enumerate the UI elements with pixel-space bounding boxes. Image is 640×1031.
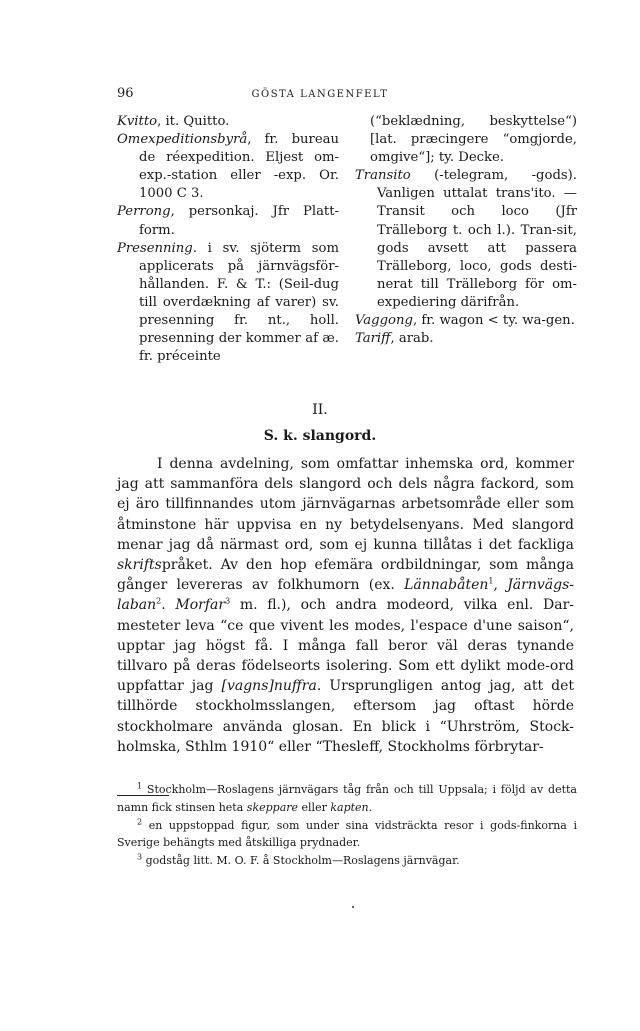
section-number: II. <box>312 402 328 418</box>
print-speck <box>352 906 354 908</box>
entry-text: (“beklædning, beskyttelse“) [lat. præcingere “omgjorde, omgive“]; ty. Decke. <box>370 114 577 166</box>
footnote <box>117 817 577 853</box>
body-italic: Lännabåten <box>404 577 489 594</box>
entry-headword: Vaggong <box>355 313 413 329</box>
footnote-text: Stockholm—Roslagens järnvägars tåg från och till Uppsala; i följd av detta namn fick stinsen heta <box>117 783 577 814</box>
body-italic: [vagns]nuffra <box>221 678 317 695</box>
footnote-mark: 1 <box>137 781 143 791</box>
body-italic: Morfar <box>175 597 226 614</box>
footnote-mark: 3 <box>137 852 143 862</box>
body-text-run: I denna avdelning, som omfattar inhemska ord, kommer jag att sammanföra dels slangord och dels några fackord, som ej äro tillfinnandes utom järnvägarnas arbetsområde eller som åtminstone här uppvisa en ny betydelsenyans. Med slangord menar jag då närmast ord, som ej kunna tillåtas i det fackliga <box>117 456 574 553</box>
footnote-ref: 1 <box>488 576 494 586</box>
section-title: S. k. slangord. <box>263 428 377 444</box>
entry-headword: Perrong <box>117 204 171 220</box>
footnote-text: . <box>368 800 373 814</box>
glossary-entry <box>355 312 577 330</box>
footnote-text: en uppstoppad figur, som under sina vidsträckta resor i gods-finkorna i Sverige behängts med åtskilliga prydnader. <box>117 818 577 850</box>
footnotes <box>117 781 577 870</box>
entry-text: , fr. wagon < ty. wa-gen. <box>412 313 575 329</box>
glossary-entry <box>117 203 339 239</box>
running-head: GÖSTA LANGENFELT <box>251 89 389 100</box>
glossary-entry <box>117 131 339 203</box>
body-text-run: , <box>493 577 508 594</box>
entry-text: . i sv. sjöterm som applicerats på järnvägsför-hållanden. F. & T.: (Seil-dug till overdækning af varer) sv. presenning fr. nt., holl. presenning der kommer af æ. fr. préceinte <box>139 240 339 365</box>
entry-text: , it. Quitto. <box>157 114 230 129</box>
entry-headword: Tariff <box>355 331 391 347</box>
footnote-ref: 3 <box>225 596 231 606</box>
footnote <box>117 781 577 817</box>
entry-text: , arab. <box>390 331 434 347</box>
glossary-entry <box>117 113 339 131</box>
body-paragraph <box>117 454 574 757</box>
footnote-italic: kapten <box>330 800 369 814</box>
glossary-entry-continued <box>355 113 577 167</box>
footnote-italic: skeppare <box>246 800 299 814</box>
left-column <box>117 113 339 366</box>
page-number: 96 <box>117 86 134 101</box>
footnote-mark: 2 <box>137 816 143 826</box>
entry-text: , fr. bureau de réexpedition. Eljest om-exp.-station eller -exp. Or. 1000 C 3. <box>139 132 339 202</box>
entry-headword: Transito <box>355 168 411 184</box>
glossary-entry <box>117 240 339 367</box>
glossary-entry <box>355 167 577 312</box>
body-italic: Järnvägs-laban <box>117 577 574 614</box>
body-text-run: pråket. Av den hop efemära ordbildningar, som många gånger levereras av folkhumorn (ex. <box>117 557 574 594</box>
entry-text: , personkaj. Jfr Platt-form. <box>139 204 339 238</box>
footnote-text: godståg litt. M. O. F. å Stockholm—Roslagens järnvägar. <box>142 854 460 868</box>
glossary-entry <box>355 330 577 348</box>
body-text-run: m. fl.), och andra modeord, vilka enl. Dar-mesteter leva “ce que vivent les modes, l'espace d'une saison“, upptar jag högst få. I många fall beror väl deras tynande tillvaro på deras födelseorts isolering. Som ett dylikt mode-ord uppfattar jag <box>117 597 574 695</box>
footnote <box>117 852 577 870</box>
body-italic: skrifts <box>117 557 162 574</box>
entry-headword: Presenning <box>117 240 193 256</box>
body-text-run: . <box>161 597 176 614</box>
footnote-ref: 2 <box>156 596 162 606</box>
entry-text: (-telegram, -gods). Vanligen uttalat trans'ito. — Transit och loco (Jfr Trälleborg t. och l.). Tran-sit, gods avsett att passera Trälleborg, loco, gods desti-nerat till Trälleborg för om-expediering därifrån. <box>377 168 577 310</box>
entry-headword: Omexpeditionsbyrå <box>117 132 248 148</box>
entry-headword: Kvitto <box>117 114 158 129</box>
right-column <box>355 113 577 348</box>
footnote-text: eller <box>298 800 331 814</box>
body-text-run: . Ursprungligen antog jag, att det tillhörde stockholmsslangen, eftersom jag oftast hörde stockholmare använda glosan. En blick i “Uhrström, Stock-holmska, Sthlm 1910“ eller “Thesleff, Stockholms förbrytar- <box>117 678 574 755</box>
